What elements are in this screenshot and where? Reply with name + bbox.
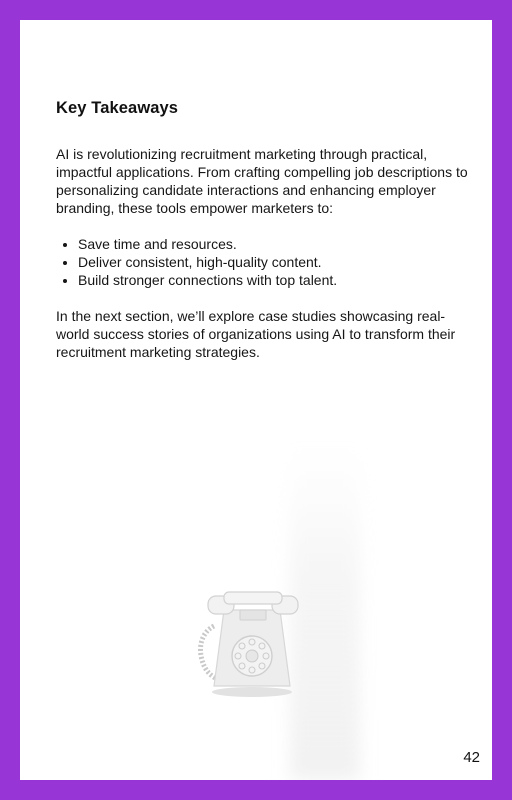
- section-heading: Key Takeaways: [56, 99, 179, 117]
- page-number: 42: [463, 749, 480, 766]
- takeaway-list: [56, 235, 468, 289]
- list-item: • Save time and resources.: [78, 235, 468, 253]
- closing-paragraph: In the next section, we’ll explore case studies showcasing real-world success stories of organizations using AI to transform their recruitment marketing strategies.: [56, 308, 456, 360]
- intro-paragraph: AI is revolutionizing recruitment marketing through practical, impactful applications. From crafting compelling job descriptions to personalizing candidate interactions and enhancing employer branding, these tools empower marketers to:: [56, 146, 468, 216]
- document-page: [20, 20, 492, 780]
- rotary-telephone-icon: [180, 568, 310, 708]
- body-text: [56, 145, 468, 361]
- list-item: • Build stronger connections with top talent.: [78, 271, 468, 289]
- list-item: • Deliver consistent, high-quality content.: [78, 253, 468, 271]
